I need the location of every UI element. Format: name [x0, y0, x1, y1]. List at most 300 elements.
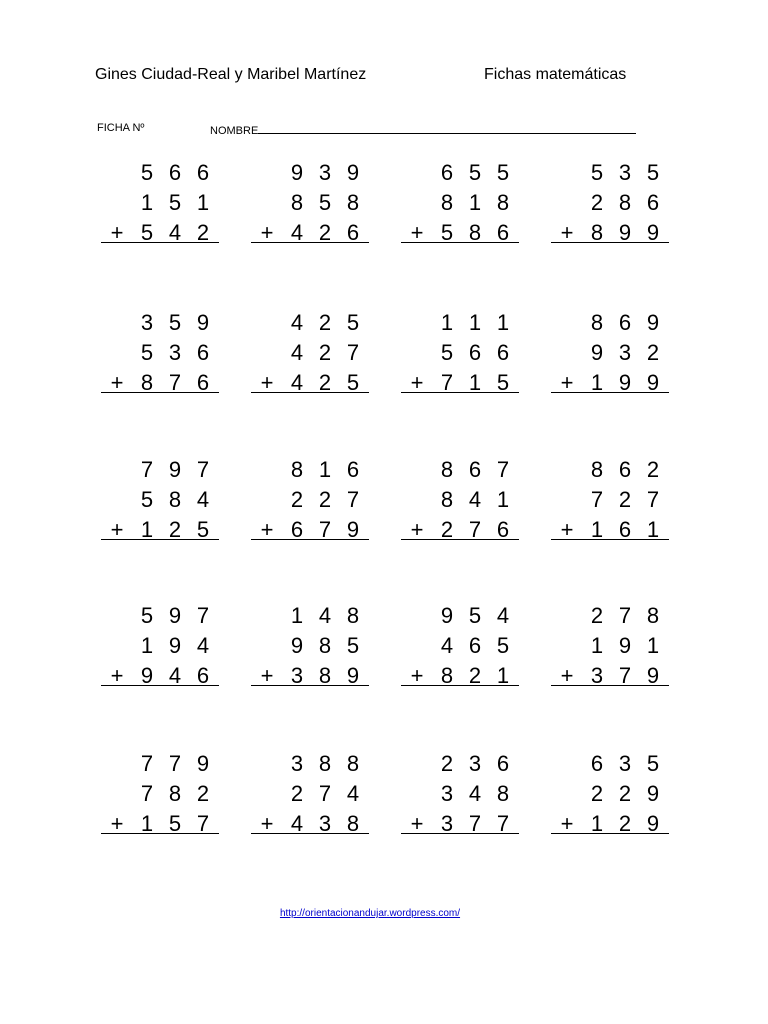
digit: 8 — [496, 781, 510, 806]
digit: 9 — [346, 517, 360, 542]
digit: 4 — [290, 310, 304, 335]
addend-row — [551, 601, 669, 631]
addition-exercise — [401, 601, 519, 697]
addend-row — [251, 455, 369, 485]
plus-sign: + — [260, 370, 274, 395]
addition-exercise — [101, 601, 219, 697]
addend-row — [101, 308, 219, 338]
digit: 4 — [440, 633, 454, 658]
digit: 9 — [290, 160, 304, 185]
addition-exercise — [251, 308, 369, 404]
digit: 8 — [590, 310, 604, 335]
digit: 2 — [318, 340, 332, 365]
addition-exercise — [101, 158, 219, 254]
digit: 1 — [590, 370, 604, 395]
digit: 2 — [468, 663, 482, 688]
digit: 9 — [168, 633, 182, 658]
addend-row — [101, 779, 219, 809]
digit: 4 — [318, 603, 332, 628]
plus-sign: + — [560, 663, 574, 688]
addend-row — [251, 308, 369, 338]
sum-underline — [101, 833, 219, 834]
digit: 1 — [140, 811, 154, 836]
plus-sign: + — [560, 370, 574, 395]
digit: 6 — [346, 220, 360, 245]
digit: 5 — [496, 370, 510, 395]
plus-sign: + — [260, 220, 274, 245]
digit: 1 — [590, 517, 604, 542]
sum-underline — [401, 539, 519, 540]
digit: 1 — [646, 633, 660, 658]
addend-row — [401, 749, 519, 779]
addition-exercise — [101, 455, 219, 551]
digit: 9 — [196, 751, 210, 776]
digit: 2 — [618, 487, 632, 512]
digit: 6 — [590, 751, 604, 776]
digit: 6 — [496, 517, 510, 542]
digit: 7 — [168, 751, 182, 776]
digit: 9 — [590, 340, 604, 365]
plus-sign: + — [410, 811, 424, 836]
digit: 5 — [140, 340, 154, 365]
digit: 7 — [468, 517, 482, 542]
digit: 9 — [646, 781, 660, 806]
plus-sign: + — [260, 811, 274, 836]
sum-underline — [251, 833, 369, 834]
addition-exercise — [551, 601, 669, 697]
sum-underline — [251, 685, 369, 686]
digit: 1 — [468, 190, 482, 215]
addend-row — [101, 338, 219, 368]
digit: 7 — [318, 781, 332, 806]
digit: 4 — [196, 633, 210, 658]
plus-sign: + — [560, 517, 574, 542]
addend-row-with-plus — [401, 218, 519, 248]
digit: 8 — [168, 487, 182, 512]
addend-row — [101, 158, 219, 188]
plus-sign: + — [410, 370, 424, 395]
digit: 6 — [468, 457, 482, 482]
addend-row — [551, 779, 669, 809]
addend-row — [251, 601, 369, 631]
digit: 3 — [468, 751, 482, 776]
digit: 7 — [196, 603, 210, 628]
digit: 4 — [168, 220, 182, 245]
digit: 1 — [196, 190, 210, 215]
addend-row — [101, 188, 219, 218]
digit: 6 — [618, 310, 632, 335]
digit: 2 — [196, 220, 210, 245]
addend-row-with-plus — [551, 515, 669, 545]
digit: 5 — [140, 487, 154, 512]
author-heading: Gines Ciudad-Real y Maribel Martínez — [95, 66, 367, 83]
plus-sign: + — [560, 811, 574, 836]
digit: 3 — [590, 663, 604, 688]
addition-exercise — [551, 455, 669, 551]
digit: 4 — [290, 220, 304, 245]
digit: 7 — [196, 811, 210, 836]
addend-row-with-plus — [251, 218, 369, 248]
addend-row — [401, 188, 519, 218]
addend-row-with-plus — [551, 218, 669, 248]
digit: 6 — [496, 340, 510, 365]
sum-underline — [251, 392, 369, 393]
sum-underline — [101, 685, 219, 686]
sum-underline — [101, 392, 219, 393]
digit: 5 — [140, 603, 154, 628]
digit: 3 — [618, 160, 632, 185]
plus-sign: + — [260, 517, 274, 542]
digit: 5 — [140, 160, 154, 185]
digit: 9 — [196, 310, 210, 335]
digit: 4 — [290, 370, 304, 395]
digit: 5 — [440, 340, 454, 365]
digit: 5 — [646, 160, 660, 185]
addend-row-with-plus — [551, 368, 669, 398]
digit: 5 — [168, 811, 182, 836]
digit: 7 — [140, 781, 154, 806]
digit: 9 — [140, 663, 154, 688]
digit: 7 — [590, 487, 604, 512]
digit: 6 — [618, 517, 632, 542]
plus-sign: + — [560, 220, 574, 245]
addend-row — [101, 455, 219, 485]
digit: 6 — [168, 160, 182, 185]
plus-sign: + — [110, 663, 124, 688]
digit: 1 — [468, 310, 482, 335]
digit: 7 — [318, 517, 332, 542]
digit: 1 — [646, 517, 660, 542]
digit: 2 — [290, 781, 304, 806]
digit: 7 — [496, 811, 510, 836]
digit: 2 — [646, 340, 660, 365]
plus-sign: + — [410, 663, 424, 688]
addend-row — [401, 485, 519, 515]
digit: 3 — [440, 811, 454, 836]
digit: 5 — [318, 190, 332, 215]
digit: 7 — [140, 751, 154, 776]
addend-row — [551, 158, 669, 188]
digit: 6 — [196, 663, 210, 688]
digit: 8 — [346, 811, 360, 836]
digit: 9 — [646, 663, 660, 688]
digit: 6 — [346, 457, 360, 482]
addition-exercise — [101, 308, 219, 404]
sum-underline — [101, 539, 219, 540]
digit: 6 — [196, 340, 210, 365]
addend-row — [401, 601, 519, 631]
digit: 8 — [318, 751, 332, 776]
addend-row — [251, 779, 369, 809]
sum-underline — [551, 539, 669, 540]
digit: 1 — [140, 517, 154, 542]
digit: 6 — [468, 340, 482, 365]
addend-row — [551, 188, 669, 218]
name-label: NOMBRE — [210, 125, 259, 137]
sum-underline — [551, 242, 669, 243]
addend-row — [251, 158, 369, 188]
addition-exercise — [551, 749, 669, 845]
digit: 8 — [590, 457, 604, 482]
digit: 7 — [618, 663, 632, 688]
digit: 3 — [618, 340, 632, 365]
digit: 3 — [140, 310, 154, 335]
subject-heading: Fichas matemáticas — [484, 66, 627, 83]
digit: 7 — [618, 603, 632, 628]
addition-exercise — [401, 158, 519, 254]
digit: 5 — [346, 310, 360, 335]
sum-underline — [401, 833, 519, 834]
addition-exercise — [401, 749, 519, 845]
digit: 2 — [590, 190, 604, 215]
digit: 2 — [440, 751, 454, 776]
addend-row — [101, 631, 219, 661]
digit: 3 — [290, 751, 304, 776]
digit: 8 — [468, 220, 482, 245]
sum-underline — [551, 833, 669, 834]
sum-underline — [101, 242, 219, 243]
digit: 7 — [168, 370, 182, 395]
addend-row-with-plus — [251, 809, 369, 839]
sum-underline — [551, 392, 669, 393]
digit: 8 — [440, 190, 454, 215]
digit: 1 — [140, 633, 154, 658]
addition-exercise — [251, 601, 369, 697]
digit: 7 — [196, 457, 210, 482]
digit: 2 — [590, 603, 604, 628]
digit: 5 — [468, 603, 482, 628]
digit: 9 — [168, 603, 182, 628]
digit: 1 — [468, 370, 482, 395]
digit: 9 — [290, 633, 304, 658]
addend-row-with-plus — [101, 218, 219, 248]
digit: 8 — [440, 457, 454, 482]
digit: 5 — [196, 517, 210, 542]
addend-row-with-plus — [251, 515, 369, 545]
digit: 7 — [346, 340, 360, 365]
digit: 5 — [346, 633, 360, 658]
plus-sign: + — [260, 663, 274, 688]
digit: 1 — [496, 310, 510, 335]
digit: 7 — [496, 457, 510, 482]
addend-row — [251, 631, 369, 661]
digit: 9 — [646, 370, 660, 395]
digit: 8 — [618, 190, 632, 215]
digit: 5 — [468, 160, 482, 185]
addend-row — [401, 158, 519, 188]
addend-row-with-plus — [401, 515, 519, 545]
digit: 9 — [440, 603, 454, 628]
digit: 3 — [618, 751, 632, 776]
addend-row-with-plus — [401, 661, 519, 691]
digit: 2 — [646, 457, 660, 482]
digit: 2 — [440, 517, 454, 542]
digit: 6 — [196, 370, 210, 395]
addend-row-with-plus — [251, 368, 369, 398]
digit: 6 — [618, 457, 632, 482]
digit: 4 — [290, 811, 304, 836]
addend-row — [251, 188, 369, 218]
digit: 9 — [618, 370, 632, 395]
addend-row-with-plus — [551, 661, 669, 691]
sum-underline — [251, 242, 369, 243]
digit: 4 — [196, 487, 210, 512]
addition-exercise — [251, 749, 369, 845]
digit: 2 — [618, 781, 632, 806]
digit: 5 — [140, 220, 154, 245]
addend-row-with-plus — [101, 515, 219, 545]
footer-link[interactable]: http://orientacionandujar.wordpress.com/ — [279, 908, 461, 919]
digit: 3 — [440, 781, 454, 806]
addend-row — [251, 338, 369, 368]
digit: 8 — [496, 190, 510, 215]
addition-exercise — [101, 749, 219, 845]
ficha-number-label: FICHA Nº — [97, 122, 145, 134]
digit: 8 — [346, 190, 360, 215]
sum-underline — [401, 392, 519, 393]
addend-row — [551, 631, 669, 661]
addend-row — [551, 749, 669, 779]
digit: 2 — [318, 220, 332, 245]
plus-sign: + — [110, 370, 124, 395]
digit: 4 — [168, 663, 182, 688]
plus-sign: + — [110, 517, 124, 542]
sum-underline — [401, 685, 519, 686]
digit: 2 — [590, 781, 604, 806]
digit: 9 — [646, 220, 660, 245]
digit: 6 — [468, 633, 482, 658]
digit: 3 — [318, 160, 332, 185]
addend-row — [101, 601, 219, 631]
digit: 2 — [618, 811, 632, 836]
digit: 5 — [590, 160, 604, 185]
digit: 5 — [168, 310, 182, 335]
addend-row — [401, 631, 519, 661]
digit: 7 — [646, 487, 660, 512]
addition-exercise — [401, 308, 519, 404]
digit: 8 — [346, 751, 360, 776]
addend-row-with-plus — [101, 809, 219, 839]
name-field — [210, 122, 636, 137]
addend-row-with-plus — [101, 661, 219, 691]
addition-exercise — [251, 455, 369, 551]
digit: 3 — [318, 811, 332, 836]
digit: 9 — [646, 811, 660, 836]
plus-sign: + — [110, 811, 124, 836]
digit: 1 — [590, 633, 604, 658]
digit: 2 — [318, 487, 332, 512]
digit: 1 — [318, 457, 332, 482]
digit: 3 — [168, 340, 182, 365]
digit: 4 — [346, 781, 360, 806]
digit: 4 — [468, 487, 482, 512]
digit: 1 — [440, 310, 454, 335]
digit: 8 — [290, 190, 304, 215]
addend-row — [551, 485, 669, 515]
digit: 1 — [496, 663, 510, 688]
digit: 9 — [346, 160, 360, 185]
digit: 5 — [496, 633, 510, 658]
addition-exercise — [251, 158, 369, 254]
digit: 9 — [618, 633, 632, 658]
digit: 2 — [318, 310, 332, 335]
plus-sign: + — [110, 220, 124, 245]
addition-exercise — [401, 455, 519, 551]
digit: 8 — [168, 781, 182, 806]
digit: 7 — [140, 457, 154, 482]
addend-row-with-plus — [551, 809, 669, 839]
digit: 1 — [140, 190, 154, 215]
sum-underline — [251, 539, 369, 540]
digit: 9 — [346, 663, 360, 688]
digit: 2 — [168, 517, 182, 542]
digit: 5 — [646, 751, 660, 776]
name-blank-line — [258, 122, 636, 134]
digit: 8 — [590, 220, 604, 245]
digit: 8 — [318, 663, 332, 688]
addition-exercise — [551, 308, 669, 404]
digit: 6 — [196, 160, 210, 185]
addend-row — [101, 485, 219, 515]
addend-row — [101, 749, 219, 779]
digit: 8 — [318, 633, 332, 658]
plus-sign: + — [410, 220, 424, 245]
plus-sign: + — [410, 517, 424, 542]
addend-row — [551, 455, 669, 485]
digit: 4 — [468, 781, 482, 806]
addend-row — [401, 455, 519, 485]
digit: 6 — [646, 190, 660, 215]
digit: 1 — [496, 487, 510, 512]
digit: 9 — [646, 310, 660, 335]
addend-row — [251, 485, 369, 515]
digit: 8 — [346, 603, 360, 628]
digit: 1 — [590, 811, 604, 836]
addend-row — [401, 338, 519, 368]
digit: 4 — [290, 340, 304, 365]
addend-row-with-plus — [251, 661, 369, 691]
digit: 8 — [440, 487, 454, 512]
digit: 7 — [346, 487, 360, 512]
digit: 8 — [290, 457, 304, 482]
addition-exercise — [551, 158, 669, 254]
addend-row-with-plus — [401, 368, 519, 398]
digit: 7 — [468, 811, 482, 836]
digit: 8 — [440, 663, 454, 688]
digit: 6 — [496, 751, 510, 776]
digit: 6 — [440, 160, 454, 185]
digit: 1 — [290, 603, 304, 628]
addend-row — [401, 779, 519, 809]
addend-row — [551, 338, 669, 368]
digit: 6 — [496, 220, 510, 245]
digit: 2 — [290, 487, 304, 512]
addend-row-with-plus — [401, 809, 519, 839]
digit: 9 — [168, 457, 182, 482]
digit: 3 — [290, 663, 304, 688]
digit: 8 — [140, 370, 154, 395]
digit: 2 — [318, 370, 332, 395]
digit: 5 — [496, 160, 510, 185]
sum-underline — [401, 242, 519, 243]
digit: 4 — [496, 603, 510, 628]
addend-row — [251, 749, 369, 779]
digit: 5 — [168, 190, 182, 215]
addend-row-with-plus — [101, 368, 219, 398]
digit: 2 — [196, 781, 210, 806]
digit: 7 — [440, 370, 454, 395]
digit: 5 — [346, 370, 360, 395]
